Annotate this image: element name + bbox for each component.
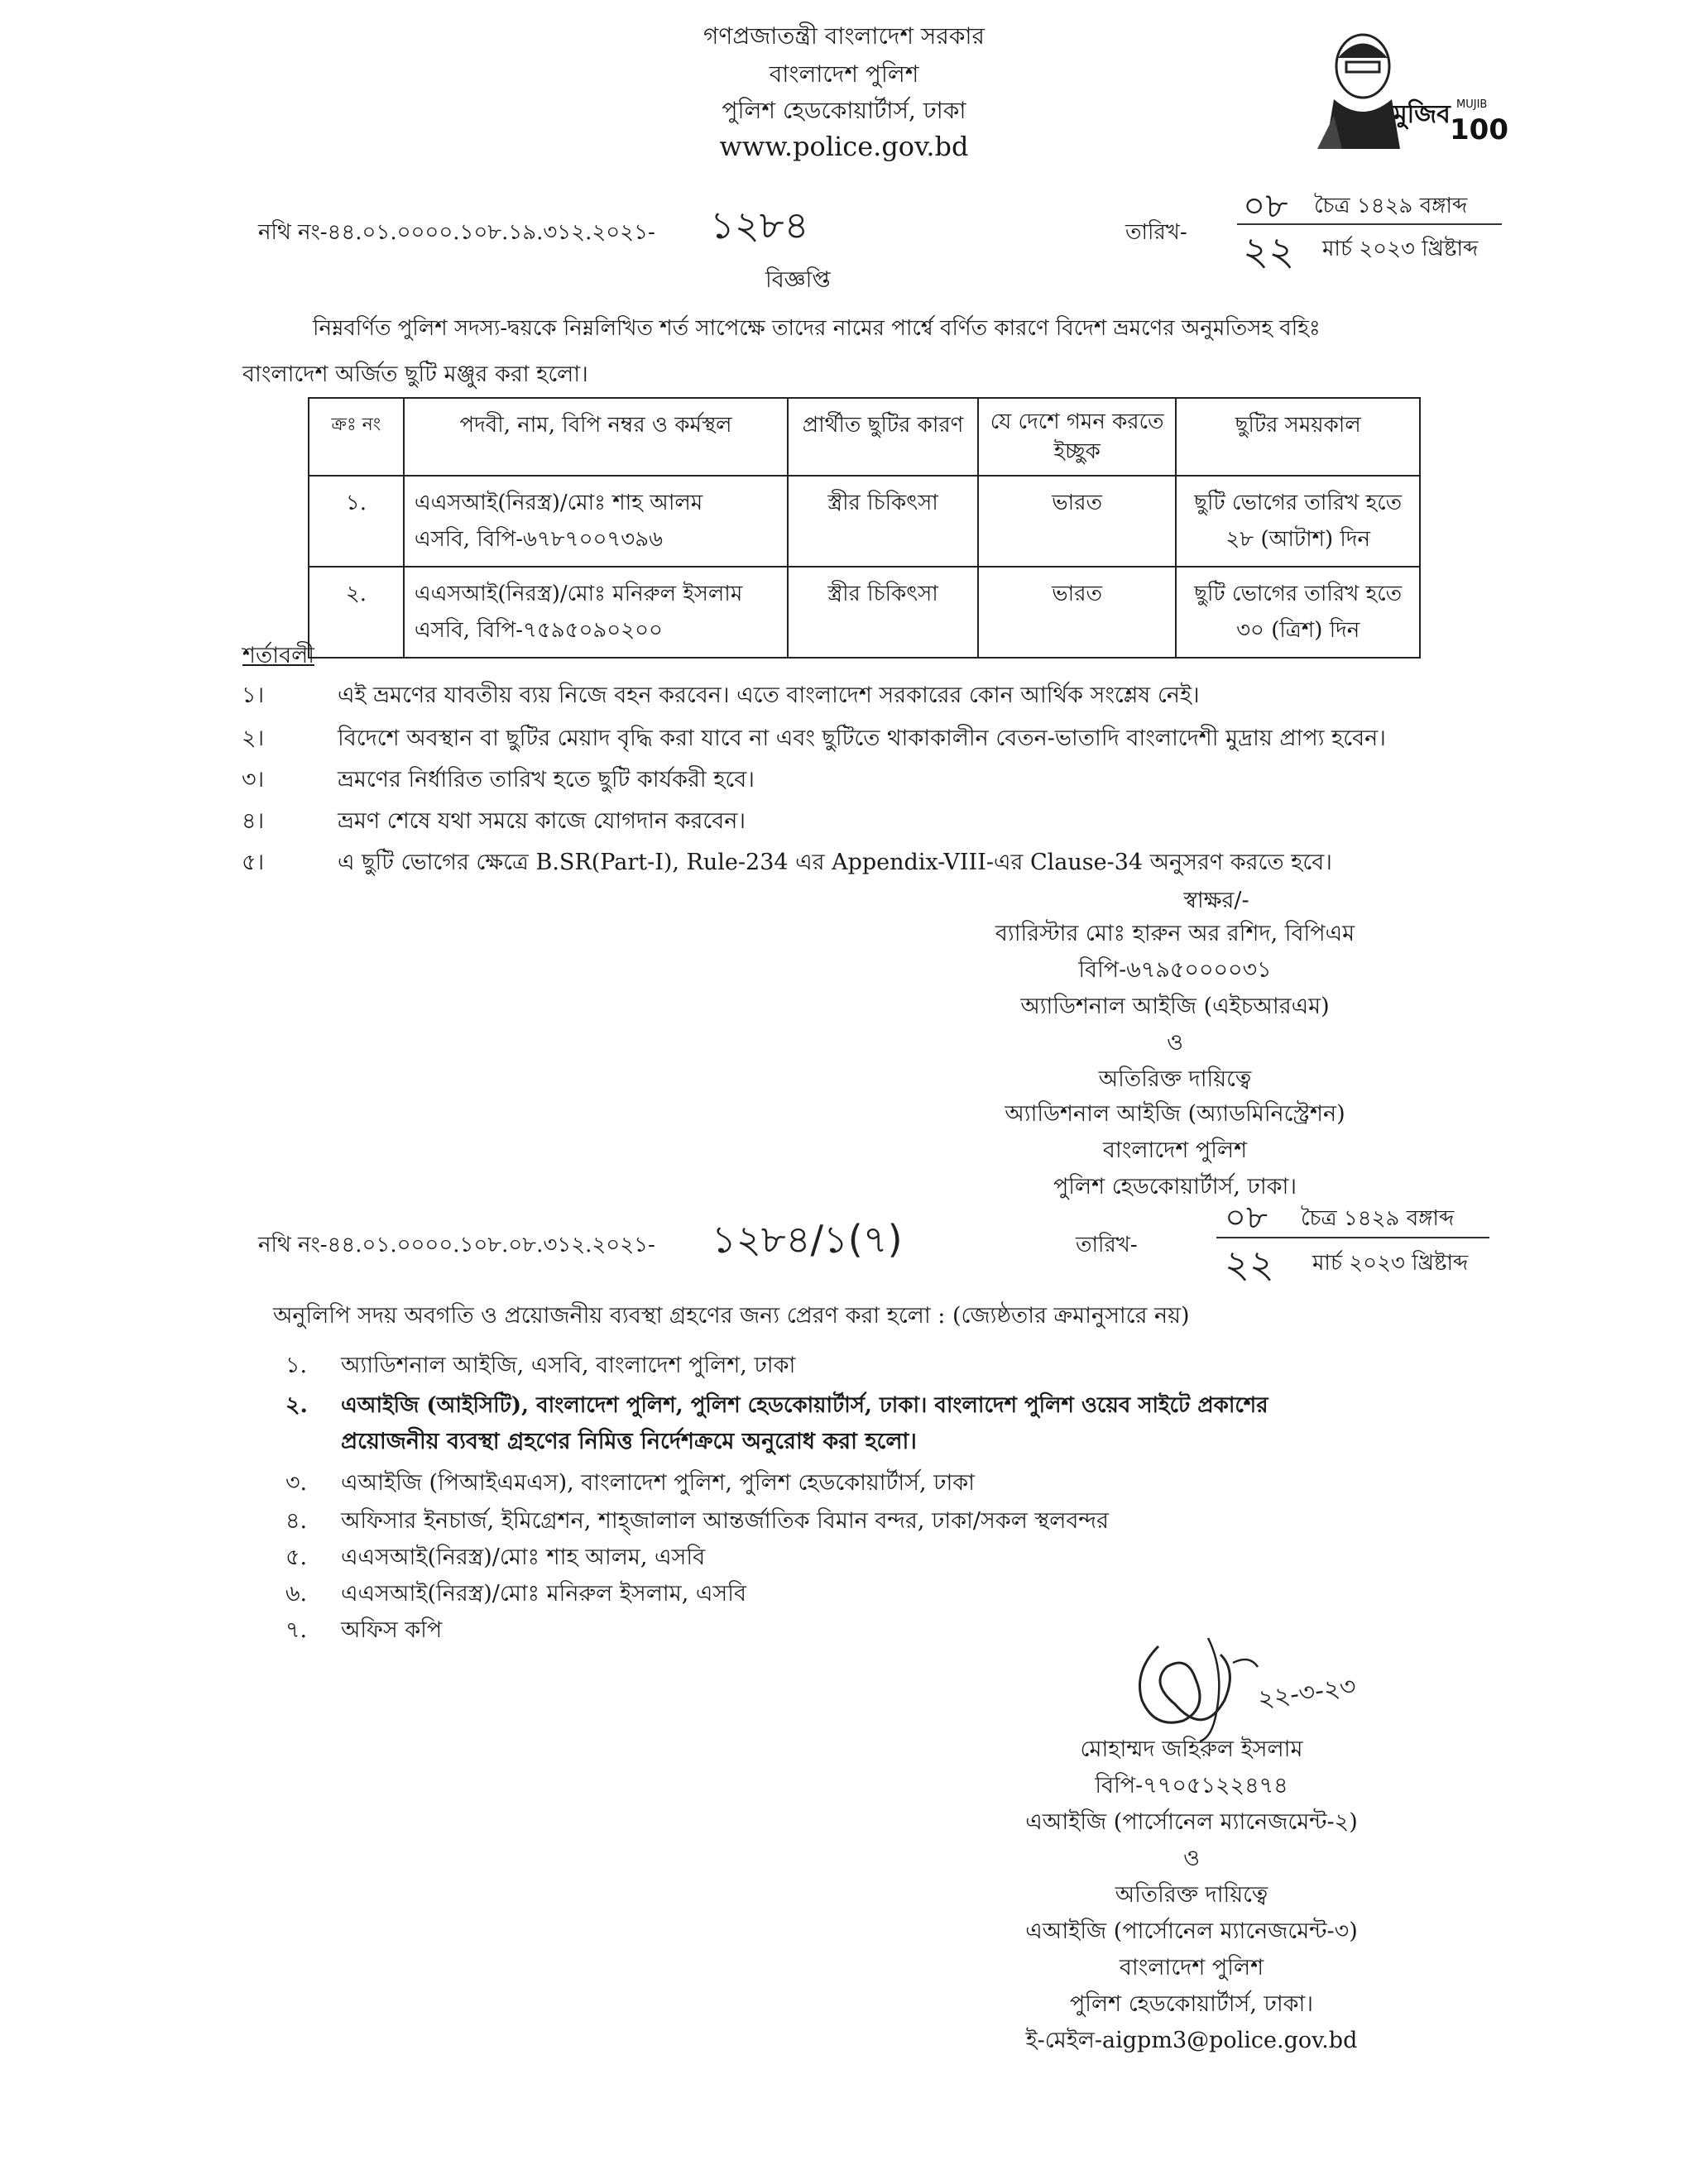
distribution-number: ৬. bbox=[285, 1581, 308, 1607]
signatory2-name: মোহাম্মদ জহিরুল ইসলাম bbox=[1080, 1736, 1303, 1762]
table-row bbox=[309, 567, 1420, 658]
row-period bbox=[1176, 476, 1420, 567]
notice-title: বিজ্ঞপ্তি bbox=[765, 267, 831, 293]
signatory2-org: বাংলাদেশ পুলিশ bbox=[1119, 1955, 1264, 1980]
distribution-text: অফিসার ইনচার্জ, ইমিগ্রেশন, শাহ্জালাল আন্তর্জাতিক বিমান বন্দর, ঢাকা/সকল স্থলবন্দর bbox=[341, 1508, 1109, 1534]
signatory2-designation: এআইজি (পার্সোনেল ম্যানেজমেন্ট-২) bbox=[1025, 1809, 1358, 1835]
govt-name: গণপ্রজাতন্ত্রী বাংলাদেশ সরকার bbox=[703, 22, 985, 50]
distribution-text: এআইজি (আইসিটি), বাংলাদেশ পুলিশ, পুলিশ হেডকোয়ার্টার্স, ঢাকা। বাংলাদেশ পুলিশ ওয়েব সাইটে প্রকাশের bbox=[341, 1393, 1268, 1418]
distribution-text: অফিস কপি bbox=[341, 1617, 443, 1643]
signatory1-name: ব্যারিস্টার মোঃ হারুন অর রশিদ, বিপিএম bbox=[995, 921, 1355, 946]
row-name bbox=[404, 567, 788, 658]
distribution-number: ৭. bbox=[285, 1617, 308, 1643]
signatory1-bp: বিপি-৬৭৯৫০০০০৩১ bbox=[1078, 957, 1272, 983]
conditions-title: শর্তাবলী bbox=[242, 643, 314, 668]
distribution-number: ১. bbox=[285, 1353, 308, 1378]
svg-text:100: 100 bbox=[1450, 113, 1508, 146]
row-period-line1: ছুটি ভোগের তারিখ হতে bbox=[1194, 582, 1403, 606]
distribution-number: ৩. bbox=[285, 1470, 308, 1496]
date-label-copy: তারিখ- bbox=[1076, 1233, 1138, 1257]
date-day-english-handwritten: ২২ bbox=[1243, 228, 1295, 275]
condition-text: ভ্রমণ শেষে যথা সময়ে কাজে যোগদান করবেন। bbox=[338, 808, 746, 834]
header-name: পদবী, নাম, বিপি নম্বর ও কর্মস্থল bbox=[404, 398, 788, 476]
header-serial: ক্রঃ নং bbox=[309, 398, 404, 476]
memo-number-copy: নথি নং-৪৪.০১.০০০০.১০৮.০৮.৩১২.২০২১- bbox=[258, 1233, 655, 1257]
signatory1-additional: অতিরিক্ত দায়িত্বে bbox=[1098, 1066, 1252, 1092]
distribution-text: এএসআই(নিরস্ত্র)/মোঃ মনিরুল ইসলাম, এসবি bbox=[341, 1581, 746, 1607]
bangla-date-copy: চৈত্র ১৪২৯ বঙ্গাব্দ bbox=[1301, 1206, 1455, 1231]
condition-number: ৩। bbox=[242, 767, 265, 793]
distribution-intro: অনুলিপি সদয় অবগতি ও প্রয়োজনীয় ব্যবস্থা গ্রহণের জন্য প্রেরণ করা হলো : (জ্যেষ্ঠতার ক্রমানুসারে নয়) bbox=[273, 1303, 1190, 1329]
table-header-row bbox=[309, 398, 1420, 476]
row-name-line2: এসবি, বিপি-৭৫৯৫০৯০২০০ bbox=[414, 618, 663, 643]
row-serial: ১. bbox=[309, 476, 404, 567]
signatory1-org: বাংলাদেশ পুলিশ bbox=[1102, 1138, 1248, 1163]
signatory1-designation: অ্যাডিশনাল আইজি (এইচআরএম) bbox=[1020, 994, 1330, 1019]
row-reason: স্ত্রীর চিকিৎসা bbox=[788, 476, 978, 567]
mujib-portrait-icon bbox=[1301, 25, 1508, 149]
distribution-number: ৫. bbox=[285, 1545, 308, 1570]
memo-number-handwritten: ১২৮৪ bbox=[710, 203, 809, 247]
condition-number: ১। bbox=[242, 682, 265, 708]
bangla-date: চৈত্র ১৪২৯ বঙ্গাব্দ bbox=[1314, 194, 1468, 218]
signatory1-designation2: অ্যাডিশনাল আইজি (অ্যাডমিনিস্ট্রেশন) bbox=[1005, 1101, 1345, 1127]
row-period-line1: ছুটি ভোগের তারিখ হতে bbox=[1194, 491, 1403, 515]
office-name: পুলিশ হেডকোয়ার্টার্স, ঢাকা bbox=[722, 97, 966, 124]
date-day-bangla-copy-handwritten: ০৮ bbox=[1225, 1199, 1268, 1237]
distribution-text: এআইজি (পিআইএমএস), বাংলাদেশ পুলিশ, পুলিশ হেডকোয়ার্টার্স, ঢাকা bbox=[341, 1470, 976, 1496]
signatory2-email[interactable]: ই-মেইল-aigpm3@police.gov.bd bbox=[1025, 2028, 1358, 2053]
row-country: ভারত bbox=[978, 567, 1177, 658]
condition-text: ভ্রমণের নির্ধারিত তারিখ হতে ছুটি কার্যকরী হবে। bbox=[338, 767, 755, 793]
condition-text: এই ভ্রমণের যাবতীয় ব্যয় নিজে বহন করবেন। এতে বাংলাদেশ সরকারের কোন আর্থিক সংশ্লেষ নেই। bbox=[338, 682, 1200, 708]
header-period: ছুটির সময়কাল bbox=[1176, 398, 1420, 476]
row-name bbox=[404, 476, 788, 567]
condition-number: ৫। bbox=[242, 850, 265, 875]
header-country: যে দেশে গমন করতে ইচ্ছুক bbox=[978, 398, 1177, 476]
svg-text:MUJIB: MUJIB bbox=[1456, 98, 1488, 111]
distribution-number: ৪. bbox=[285, 1508, 308, 1534]
memo-number-copy-handwritten: ১২৮৪/১(৭) bbox=[712, 1217, 903, 1262]
leave-table bbox=[308, 397, 1421, 659]
header-reason: প্রার্থীত ছুটির কারণ bbox=[788, 398, 978, 476]
signatory2-designation2: এআইজি (পার্সোনেল ম্যানেজমেন্ট-৩) bbox=[1025, 1918, 1358, 1944]
row-name-line1: এএসআই(নিরস্ত্র)/মোঃ শাহ আলম bbox=[414, 491, 703, 515]
website-link[interactable]: www.police.gov.bd bbox=[719, 131, 969, 162]
signed-mark: স্বাক্ষর/- bbox=[1183, 888, 1249, 913]
english-date-copy: মার্চ ২০২৩ খ্রিষ্টাব্দ bbox=[1312, 1251, 1469, 1276]
distribution-text-line2: প্রয়োজনীয় ব্যবস্থা গ্রহণের নিমিত্ত নির্দেশক্রমে অনুরোধ করা হলো। bbox=[341, 1429, 917, 1454]
signatory2-additional: অতিরিক্ত দায়িত্বে bbox=[1115, 1882, 1268, 1908]
date-day-english-copy-handwritten: ২২ bbox=[1225, 1242, 1274, 1286]
signatory1-and: ও bbox=[1167, 1030, 1183, 1056]
date-label: তারিখ- bbox=[1125, 220, 1187, 245]
condition-text: বিদেশে অবস্থান বা ছুটির মেয়াদ বৃদ্ধি করা যাবে না এবং ছুটিতে থাকাকালীন বেতন-ভাতাদি বাংলাদেশী মুদ্রায় প্রাপ্য হবেন। bbox=[338, 726, 1386, 751]
distribution-text: অ্যাডিশনাল আইজি, এসবি, বাংলাদেশ পুলিশ, ঢাকা bbox=[341, 1353, 796, 1378]
row-period-line2: ২৮ (আটাশ) দিন bbox=[1225, 527, 1371, 552]
condition-text: এ ছুটি ভোগের ক্ষেত্রে B.SR(Part-I), Rule-234 এর Appendix-VIII-এর Clause-34 অনুসরণ করতে হবে। bbox=[338, 850, 1332, 875]
signatory1-office: পুলিশ হেডকোয়ার্টার্স, ঢাকা। bbox=[1053, 1174, 1297, 1200]
org-name: বাংলাদেশ পুলিশ bbox=[769, 60, 919, 88]
row-period bbox=[1176, 567, 1420, 658]
notice-body-line2: বাংলাদেশ অর্জিত ছুটি মঞ্জুর করা হলো। bbox=[242, 362, 588, 387]
mujib-logo bbox=[1301, 25, 1508, 149]
notice-body-line1: নিম্নবর্ণিত পুলিশ সদস্য-দ্বয়কে নিম্নলিখিত শর্ত সাপেক্ষে তাদের নামের পার্শ্বে বর্ণিত কারণে বিদেশ ভ্রমণের অনুমতিসহ বহিঃ bbox=[313, 316, 1321, 341]
distribution-text: এএসআই(নিরস্ত্র)/মোঃ শাহ আলম, এসবি bbox=[341, 1545, 706, 1570]
table-row bbox=[309, 476, 1420, 567]
distribution-number: ২. bbox=[285, 1392, 308, 1418]
condition-number: ২। bbox=[242, 726, 265, 751]
row-serial: ২. bbox=[309, 567, 404, 658]
signatory2-bp: বিপি-৭৭০৫১২২৪৭৪ bbox=[1095, 1773, 1288, 1798]
memo-number: নথি নং-৪৪.০১.০০০০.১০৮.১৯.৩১২.২০২১- bbox=[258, 220, 655, 245]
signatory2-office: পুলিশ হেডকোয়ার্টার্স, ঢাকা। bbox=[1069, 1991, 1314, 2017]
row-country: ভারত bbox=[978, 476, 1177, 567]
row-period-line2: ৩০ (ত্রিশ) দিন bbox=[1236, 618, 1360, 643]
signatory2-and: ও bbox=[1183, 1846, 1200, 1871]
date-day-bangla-handwritten: ০৮ bbox=[1243, 185, 1288, 226]
row-reason: স্ত্রীর চিকিৎসা bbox=[788, 567, 978, 658]
english-date: মার্চ ২০২৩ খ্রিষ্টাব্দ bbox=[1322, 237, 1479, 261]
condition-number: ৪। bbox=[242, 808, 265, 834]
row-name-line1: এএসআই(নিরস্ত্র)/মোঃ মনিরুল ইসলাম bbox=[414, 582, 743, 606]
row-name-line2: এসবি, বিপি-৬৭৮৭০০৭৩৯৬ bbox=[414, 527, 663, 552]
logo-text-bangla: মুজিব bbox=[1393, 100, 1451, 129]
signature-date-handwritten: ২২-৩-২৩ bbox=[1256, 1671, 1358, 1715]
